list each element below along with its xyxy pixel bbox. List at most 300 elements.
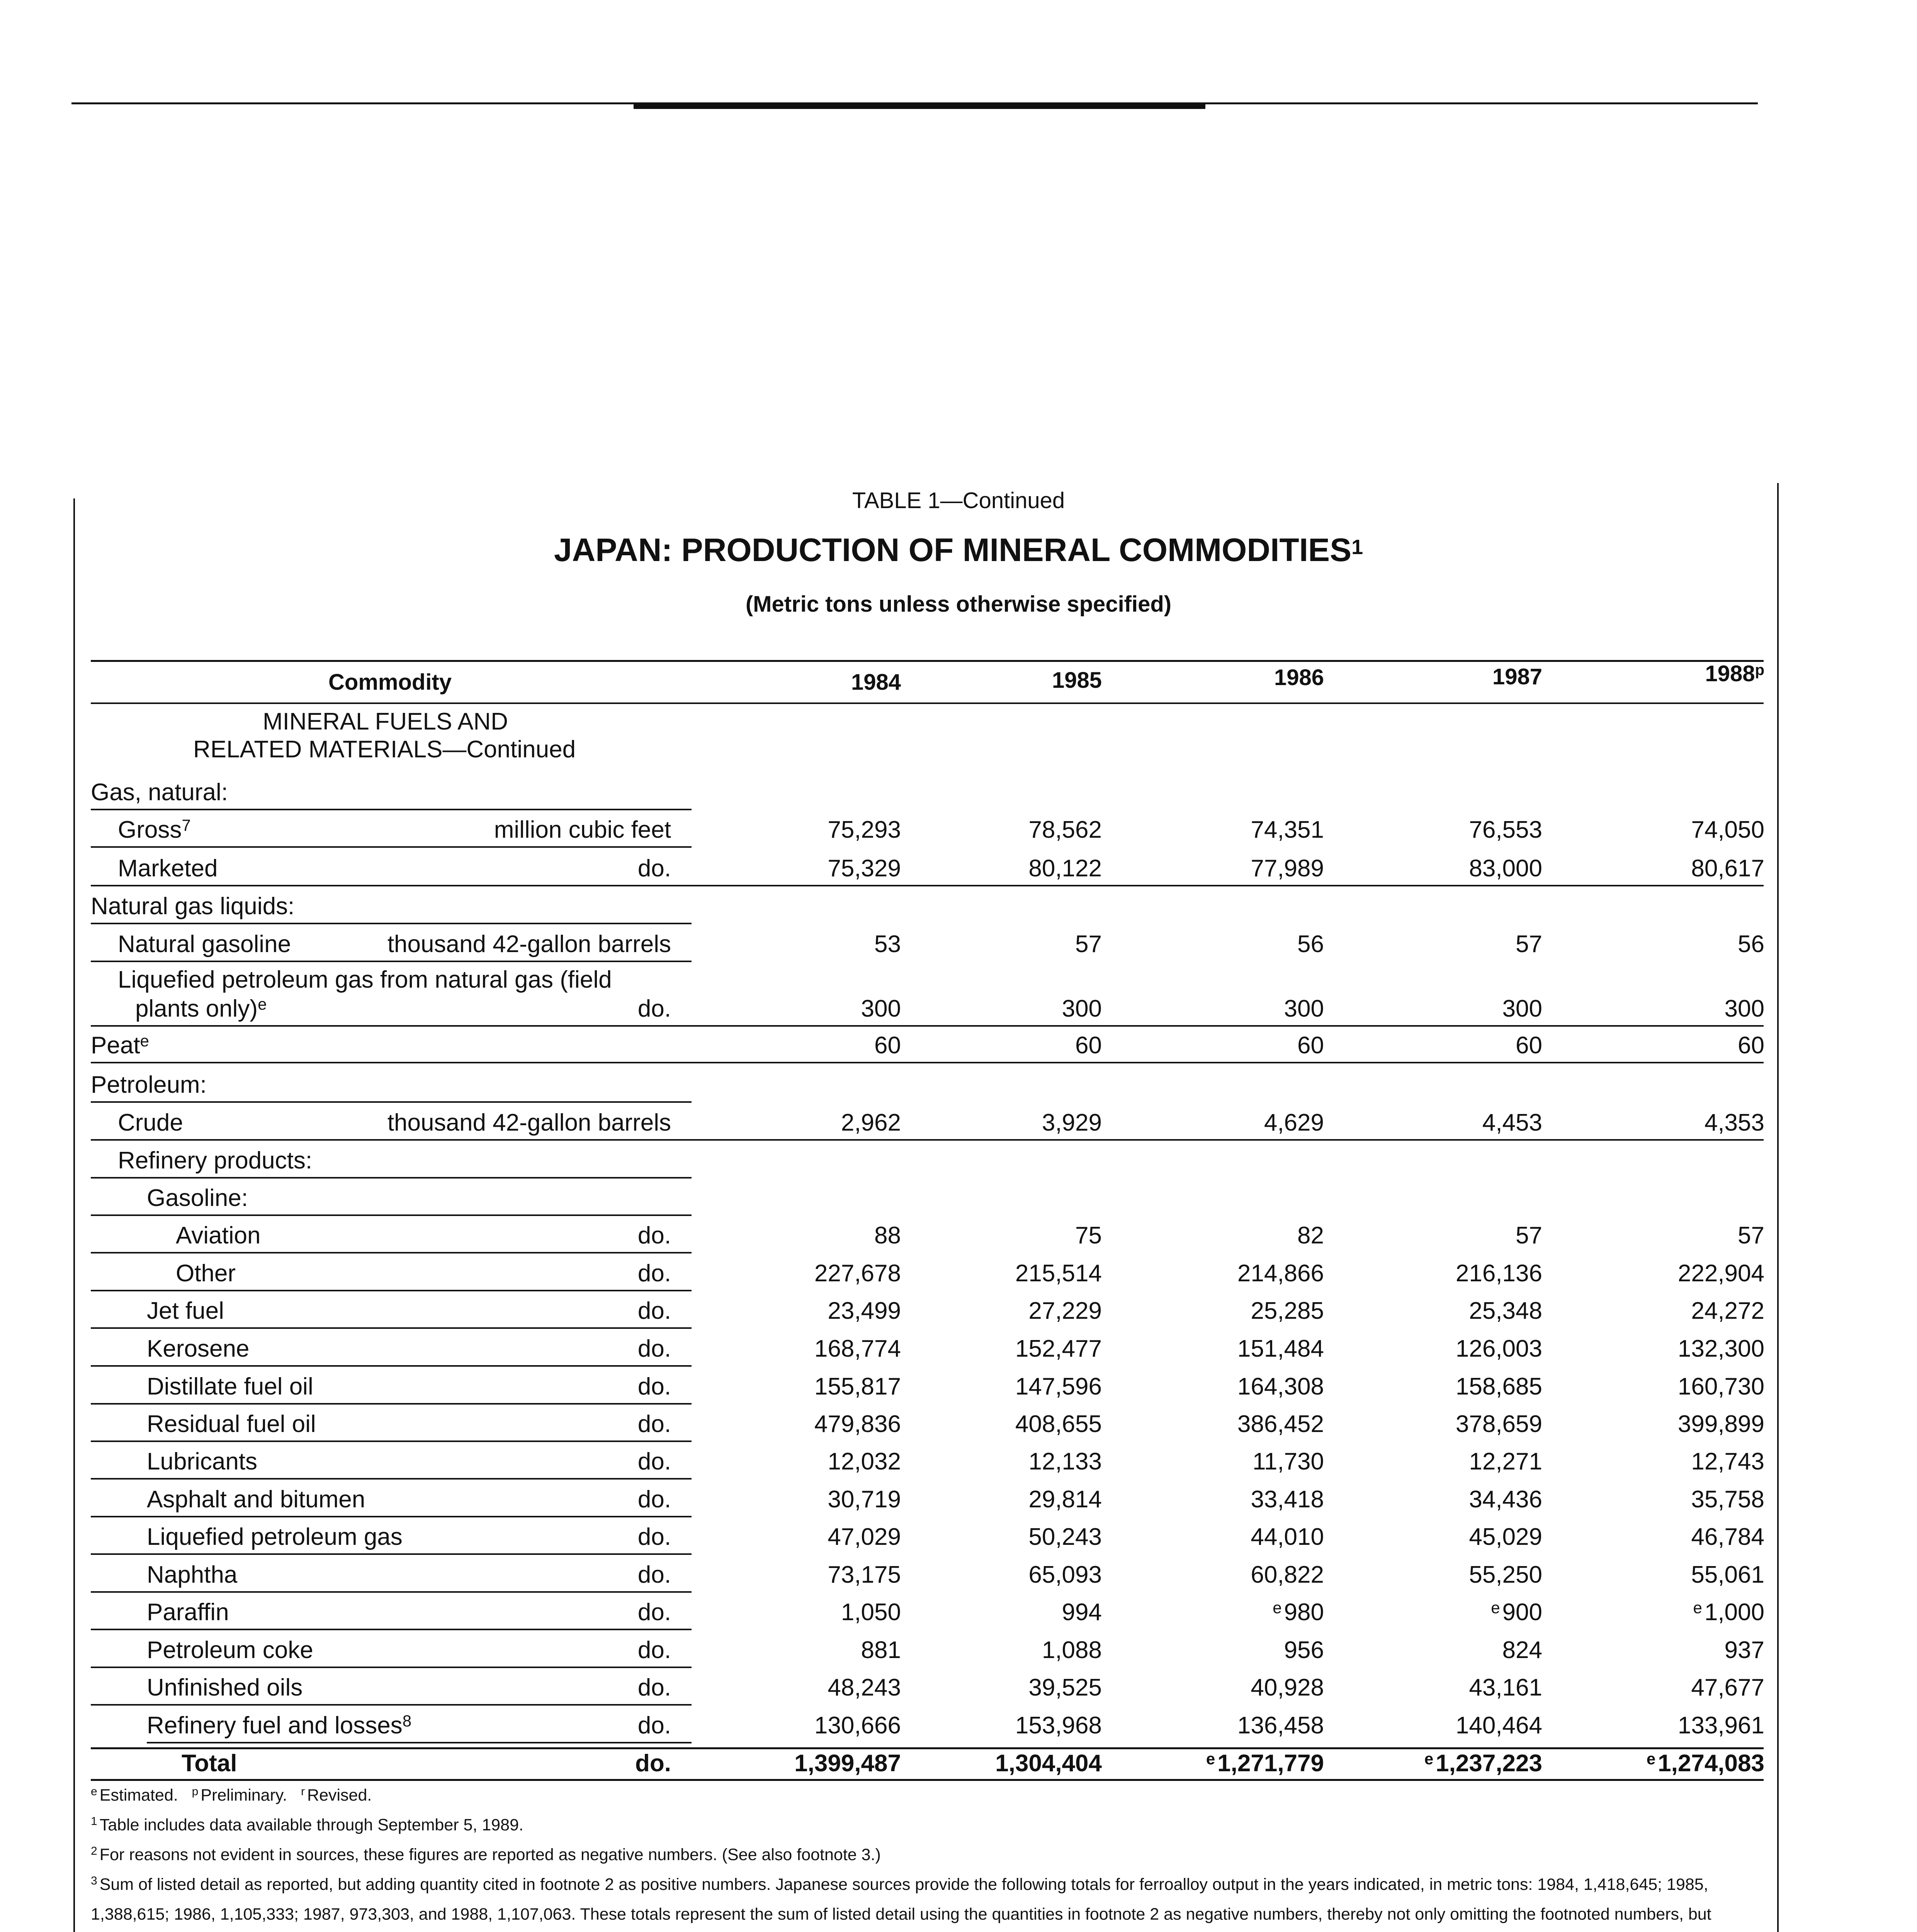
value-1988	[1691, 1486, 1764, 1513]
value-1986	[1273, 1599, 1324, 1626]
commodity-name	[135, 995, 267, 1022]
row-rule	[91, 1365, 692, 1367]
value-text: 130,666	[814, 1712, 901, 1739]
value-text: 227,678	[814, 1260, 901, 1287]
value-text: 76,553	[1469, 816, 1542, 843]
value-text: 30,719	[828, 1486, 901, 1513]
commodity-label: Gas, natural:	[91, 779, 228, 806]
value-1987	[1456, 1373, 1542, 1400]
estimated-value-mark: e	[1693, 1599, 1702, 1617]
preliminary-mark: p	[1755, 662, 1764, 679]
table-row-crude	[0, 1109, 1917, 1136]
commodity-name	[147, 1448, 257, 1475]
title-footnote-mark: 1	[1351, 536, 1363, 559]
value-text: 937	[1724, 1637, 1764, 1663]
value-1985	[1015, 1335, 1102, 1362]
value-1984	[828, 1448, 901, 1475]
column-header-1985: 1985	[1052, 668, 1102, 693]
value-text: 133,961	[1677, 1712, 1764, 1739]
value-1987	[1469, 1297, 1542, 1325]
value-1985	[1028, 855, 1102, 882]
commodity-name	[147, 1561, 237, 1588]
commodity-name	[91, 1071, 207, 1099]
commodity-label: Refinery products:	[118, 1147, 313, 1174]
row-rule	[91, 1252, 692, 1253]
value-text: 57	[1516, 1222, 1542, 1249]
value-1984	[814, 1260, 901, 1287]
value-text: 1,050	[841, 1599, 901, 1626]
row-rule	[91, 1327, 692, 1329]
table-row-plants-only	[0, 995, 1917, 1022]
value-rule	[692, 1025, 1764, 1027]
value-text: 47,677	[1691, 1674, 1764, 1701]
commodity-footnote-mark: e	[140, 1032, 149, 1050]
unit-label: do.	[635, 1750, 671, 1777]
commodity-name	[147, 1674, 303, 1701]
value-text: 88	[874, 1222, 901, 1249]
value-1985	[1075, 1032, 1102, 1059]
preliminary-legend-mark: p	[192, 1785, 199, 1798]
value-1988	[1738, 1032, 1764, 1059]
value-text: 300	[1724, 995, 1764, 1022]
row-rule	[91, 961, 692, 962]
value-rule	[692, 885, 1764, 886]
commodity-name	[118, 1109, 183, 1136]
footnote-1	[91, 1811, 1767, 1841]
table-row-liquefied-petroleum-gas-from-natural-gas-field	[0, 966, 1917, 993]
commodity-footnote-mark: 8	[402, 1712, 412, 1730]
value-text: 1,088	[1042, 1637, 1102, 1663]
table-bottom-rule	[91, 1779, 1764, 1781]
table-row-distillate-fuel-oil	[0, 1373, 1917, 1400]
value-1988	[1691, 1561, 1764, 1588]
unit-label: do.	[637, 1674, 671, 1701]
table-title-text: JAPAN: PRODUCTION OF MINERAL COMMODITIES	[554, 532, 1352, 568]
commodity-label: Aviation	[176, 1222, 261, 1249]
row-rule	[91, 1139, 692, 1141]
value-1984	[874, 930, 901, 958]
commodity-name	[176, 1260, 236, 1287]
value-text: 300	[1284, 995, 1324, 1022]
value-1985	[1015, 1373, 1102, 1400]
value-text: 214,866	[1237, 1260, 1324, 1287]
value-1986	[1297, 1222, 1324, 1249]
value-text: 60	[1297, 1032, 1324, 1059]
table-row-kerosene	[0, 1335, 1917, 1362]
value-text: 55,250	[1469, 1561, 1542, 1588]
table-title	[0, 531, 1917, 569]
value-text: 980	[1284, 1599, 1324, 1626]
value-text: 60	[1516, 1032, 1542, 1059]
value-1984	[828, 1297, 901, 1325]
commodity-label: Unfinished oils	[147, 1674, 303, 1701]
commodity-name	[182, 1750, 237, 1777]
estimated-label: Estimated.	[99, 1786, 178, 1804]
value-1987	[1456, 1712, 1542, 1739]
column-header-1987: 1987	[1492, 664, 1542, 689]
unit-label: do.	[637, 1222, 671, 1249]
commodity-name	[147, 1184, 248, 1212]
value-text: 80,122	[1028, 855, 1102, 882]
row-rule	[91, 1062, 692, 1063]
unit-label: do.	[637, 1524, 671, 1550]
table-row-paraffin	[0, 1599, 1917, 1626]
table-row-asphalt-and-bitumen	[0, 1486, 1917, 1513]
value-1987	[1469, 1674, 1542, 1701]
revised-label: Revised.	[307, 1786, 372, 1804]
value-1988	[1691, 1448, 1764, 1475]
table-row-naphtha	[0, 1561, 1917, 1588]
revised-mark: r	[301, 1785, 305, 1798]
value-text: 75,293	[828, 816, 901, 843]
commodity-label: Paraffin	[147, 1599, 229, 1626]
value-1984	[828, 816, 901, 844]
commodity-footnote-mark: 7	[182, 816, 191, 834]
value-1984	[828, 1561, 901, 1588]
value-1985	[1062, 1599, 1102, 1626]
table-row-unfinished-oils	[0, 1674, 1917, 1701]
value-text: 43,161	[1469, 1674, 1542, 1701]
column-header-1988-year: 1988	[1705, 661, 1755, 686]
value-1986	[1237, 1260, 1324, 1287]
value-1988	[1678, 1373, 1764, 1400]
commodity-label: Distillate fuel oil	[147, 1373, 313, 1400]
estimated-value-mark: e	[1491, 1599, 1500, 1617]
value-1988	[1678, 1712, 1764, 1739]
value-1984	[814, 1335, 901, 1362]
value-text: 132,300	[1677, 1335, 1764, 1362]
value-1987	[1469, 855, 1542, 882]
value-1984	[828, 1486, 901, 1513]
value-text: 46,784	[1691, 1524, 1764, 1550]
table-row-natural-gasoline	[0, 930, 1917, 957]
commodity-name	[91, 779, 228, 806]
value-1985	[1028, 1448, 1102, 1475]
commodity-name	[147, 1599, 229, 1626]
value-text: 136,458	[1237, 1712, 1324, 1739]
commodity-name	[91, 1032, 149, 1059]
value-text: 824	[1502, 1637, 1542, 1663]
value-1988	[1691, 855, 1764, 882]
row-rule	[91, 809, 692, 810]
value-text: 25,348	[1469, 1298, 1542, 1324]
value-1984	[861, 995, 901, 1022]
value-1987	[1491, 1599, 1542, 1626]
value-1985	[1028, 1486, 1102, 1513]
value-1987	[1469, 1486, 1542, 1513]
row-rule	[91, 1478, 692, 1480]
value-1984	[874, 1222, 901, 1249]
table-row-gas-natural	[0, 779, 1917, 806]
table-row-residual-fuel-oil	[0, 1410, 1917, 1437]
column-header-1986: 1986	[1274, 665, 1324, 690]
value-1985	[1028, 1674, 1102, 1701]
value-1988	[1705, 1109, 1764, 1136]
commodity-label: Other	[176, 1260, 236, 1287]
value-text: 152,477	[1015, 1335, 1102, 1362]
value-1985	[1028, 816, 1102, 844]
commodity-label: plants only)	[135, 995, 258, 1022]
value-1986	[1237, 1410, 1324, 1438]
header-bottom-rule	[91, 702, 1764, 704]
value-text: 1,271,779	[1217, 1750, 1324, 1777]
table-row-lubricants	[0, 1448, 1917, 1475]
value-text: 126,003	[1455, 1335, 1542, 1362]
value-text: 300	[861, 995, 901, 1022]
unit-label: do.	[637, 1448, 671, 1475]
commodity-name	[147, 1410, 316, 1438]
value-text: 151,484	[1237, 1335, 1324, 1362]
unit-label: do.	[637, 1561, 671, 1588]
commodity-name	[91, 893, 294, 920]
row-rule	[91, 1290, 692, 1291]
value-1988	[1693, 1599, 1764, 1626]
value-text: 60	[1738, 1032, 1764, 1059]
value-1988	[1678, 1335, 1764, 1362]
commodity-label: Petroleum coke	[147, 1637, 313, 1663]
value-1988	[1678, 1410, 1764, 1438]
table-row-total	[0, 1750, 1917, 1777]
preliminary-label: Preliminary.	[201, 1786, 287, 1804]
commodity-name	[147, 1636, 313, 1664]
estimated-mark: e	[91, 1785, 97, 1798]
footnote-mark: 1	[91, 1815, 97, 1828]
value-1984	[841, 1109, 901, 1136]
value-1986	[1251, 1297, 1324, 1325]
commodity-label: Marketed	[118, 855, 218, 882]
value-text: 153,968	[1015, 1712, 1102, 1739]
commodity-label: Kerosene	[147, 1335, 250, 1362]
value-1984	[828, 1674, 901, 1701]
row-rule	[91, 1440, 692, 1442]
value-1987	[1469, 1448, 1542, 1475]
value-1986	[1251, 1561, 1324, 1588]
value-1985	[1042, 1109, 1102, 1136]
value-text: 956	[1284, 1637, 1324, 1663]
unit-label: thousand 42-gallon barrels	[387, 931, 671, 957]
commodity-label: Natural gasoline	[118, 931, 291, 957]
value-text: 23,499	[828, 1298, 901, 1324]
value-text: 29,814	[1028, 1486, 1102, 1513]
table-row-refinery-fuel-and-losses	[0, 1712, 1917, 1739]
table-row-natural-gas-liquids	[0, 893, 1917, 920]
value-text: 158,685	[1455, 1373, 1542, 1400]
value-text: 1,304,404	[995, 1750, 1102, 1777]
value-text: 300	[1502, 995, 1542, 1022]
value-1988	[1691, 816, 1764, 844]
value-1984	[814, 1712, 901, 1739]
value-text: 2,962	[841, 1109, 901, 1136]
table-row-petroleum	[0, 1071, 1917, 1098]
value-text: 155,817	[814, 1373, 901, 1400]
value-text: 399,899	[1677, 1411, 1764, 1437]
commodity-label: Liquefied petroleum gas	[147, 1524, 403, 1550]
value-1987	[1456, 1410, 1542, 1438]
unit-label: do.	[637, 1599, 671, 1626]
row-rule	[91, 1553, 692, 1555]
row-rule	[91, 1177, 692, 1179]
unit-label: do.	[637, 1637, 671, 1663]
value-text: 147,596	[1015, 1373, 1102, 1400]
value-1986	[1264, 1109, 1324, 1136]
value-text: 408,655	[1015, 1411, 1102, 1437]
value-text: 57	[1738, 1222, 1764, 1249]
value-text: 222,904	[1677, 1260, 1764, 1287]
unit-label: thousand 42-gallon barrels	[387, 1109, 671, 1136]
value-text: 45,029	[1469, 1524, 1542, 1550]
table-subtitle: (Metric tons unless otherwise specified)	[745, 592, 1172, 617]
value-text: 479,836	[814, 1411, 901, 1437]
commodity-label: Natural gas liquids:	[91, 893, 295, 920]
table-row-peat	[0, 1032, 1917, 1059]
value-1985	[1075, 930, 1102, 958]
table-row-marketed	[0, 855, 1917, 882]
value-text: 56	[1738, 931, 1764, 957]
value-text: 4,453	[1482, 1109, 1542, 1136]
table-row-other	[0, 1260, 1917, 1287]
value-1987	[1424, 1750, 1542, 1777]
unit-label: do.	[637, 995, 671, 1022]
unit-label: do.	[637, 1260, 671, 1287]
table-row-aviation	[0, 1222, 1917, 1249]
commodity-label: Crude	[118, 1109, 183, 1136]
value-text: 40,928	[1251, 1674, 1324, 1701]
value-text: 78,562	[1028, 816, 1102, 843]
value-text: 12,271	[1469, 1448, 1542, 1475]
estimated-value-mark: e	[1273, 1599, 1282, 1617]
value-text: 300	[1062, 995, 1102, 1022]
commodity-name	[176, 1222, 260, 1249]
value-1987	[1456, 1335, 1542, 1362]
value-text: 75	[1075, 1222, 1102, 1249]
value-text: 57	[1516, 931, 1542, 957]
value-1986	[1237, 1712, 1324, 1739]
unit-label: do.	[637, 855, 671, 882]
value-text: 27,229	[1028, 1298, 1102, 1324]
value-text: 12,133	[1028, 1448, 1102, 1475]
estimated-value-mark: e	[1424, 1750, 1434, 1768]
value-text: 53	[874, 931, 901, 957]
value-1988	[1691, 1297, 1764, 1325]
value-text: 82	[1297, 1222, 1324, 1249]
commodity-label: Peat	[91, 1032, 140, 1059]
value-text: 35,758	[1691, 1486, 1764, 1513]
value-text: 60	[1075, 1032, 1102, 1059]
row-rule	[91, 1591, 692, 1593]
commodity-label: Lubricants	[147, 1448, 258, 1475]
commodity-name	[147, 1486, 365, 1513]
value-1986	[1251, 816, 1324, 844]
value-1988	[1738, 1222, 1764, 1249]
table-row-gasoline	[0, 1184, 1917, 1211]
value-text: 39,525	[1028, 1674, 1102, 1701]
value-text: 24,272	[1691, 1298, 1764, 1324]
row-rule	[91, 1214, 692, 1216]
row-rule	[91, 1629, 692, 1630]
footnote-mark: 3	[91, 1874, 97, 1887]
row-rule	[91, 1101, 692, 1103]
table-row-petroleum-coke	[0, 1636, 1917, 1663]
column-header-commodity: Commodity	[328, 670, 452, 695]
commodity-name	[118, 855, 218, 882]
commodity-label: Liquefied petroleum gas from natural gas (field	[118, 966, 612, 993]
value-1985	[1015, 1712, 1102, 1739]
footnote-mark: 2	[91, 1845, 97, 1857]
value-text: 386,452	[1237, 1411, 1324, 1437]
footnote-2	[91, 1841, 1767, 1871]
value-text: 60	[874, 1032, 901, 1059]
value-1986	[1284, 995, 1324, 1022]
commodity-name	[147, 1523, 403, 1551]
section-heading-line2: RELATED MATERIALS—Continued	[193, 736, 576, 763]
commodity-name	[147, 1335, 249, 1362]
value-1987	[1516, 930, 1542, 958]
row-rule	[91, 1025, 692, 1027]
footnote-legend	[91, 1781, 1767, 1811]
unit-label: do.	[637, 1373, 671, 1400]
commodity-name	[147, 1297, 224, 1325]
commodity-label: Residual fuel oil	[147, 1411, 316, 1437]
value-1984	[841, 1599, 901, 1626]
value-1985	[1028, 1523, 1102, 1551]
value-1986	[1206, 1750, 1324, 1777]
value-text: 12,743	[1691, 1448, 1764, 1475]
value-1985	[1028, 1297, 1102, 1325]
footnote-3	[91, 1871, 1767, 1932]
value-1984	[828, 855, 901, 882]
value-1984	[828, 1523, 901, 1551]
header-top-rule	[91, 660, 1764, 662]
top-rule-bar	[634, 104, 1205, 109]
unit-label: do.	[637, 1335, 671, 1362]
value-1987	[1516, 1032, 1542, 1059]
commodity-label: Total	[182, 1750, 237, 1777]
value-1985	[1075, 1222, 1102, 1249]
value-text: 80,617	[1691, 855, 1764, 882]
table-row-refinery-products	[0, 1147, 1917, 1174]
commodity-label: Asphalt and bitumen	[147, 1486, 365, 1513]
value-1987	[1502, 1636, 1542, 1664]
value-text: 47,029	[828, 1524, 901, 1550]
footnotes	[91, 1781, 1767, 1932]
value-1987	[1469, 816, 1542, 844]
commodity-label: Petroleum:	[91, 1071, 207, 1098]
table-label: TABLE 1—Continued	[852, 488, 1065, 513]
value-1985	[995, 1750, 1102, 1777]
value-1985	[1028, 1561, 1102, 1588]
commodity-name	[118, 930, 291, 958]
commodity-name	[118, 966, 612, 993]
value-1985	[1015, 1410, 1102, 1438]
value-text: 900	[1502, 1599, 1542, 1626]
footnote-text: Sum of listed detail as reported, but adding quantity cited in footnote 2 as positive numbers. Japanese sources provide the following totals for ferroalloy output in the years indicated, in metric tons: 1984, 1,418,645; 1985, 1,388,615; 1986, 1,105,333; 1987, 973,303, and 1988, 1,107,063. These totals represent the sum of listed detail using the quantities in footnote 2 as negative numbers, thereby not only omitting the footnoted numbers, but	[91, 1875, 1711, 1923]
value-1984	[814, 1373, 901, 1400]
row-rule	[91, 846, 692, 848]
value-text: 4,629	[1264, 1109, 1324, 1136]
value-1984	[814, 1410, 901, 1438]
value-text: 164,308	[1237, 1373, 1324, 1400]
section-heading	[193, 708, 576, 764]
value-text: 1,237,223	[1436, 1750, 1542, 1777]
value-1986	[1237, 1373, 1324, 1400]
value-1986	[1284, 1636, 1324, 1664]
value-text: 215,514	[1015, 1260, 1102, 1287]
value-1986	[1297, 1032, 1324, 1059]
value-text: 378,659	[1455, 1411, 1542, 1437]
unit-label: do.	[637, 1411, 671, 1437]
commodity-name	[147, 1373, 313, 1400]
value-1988	[1691, 1674, 1764, 1701]
